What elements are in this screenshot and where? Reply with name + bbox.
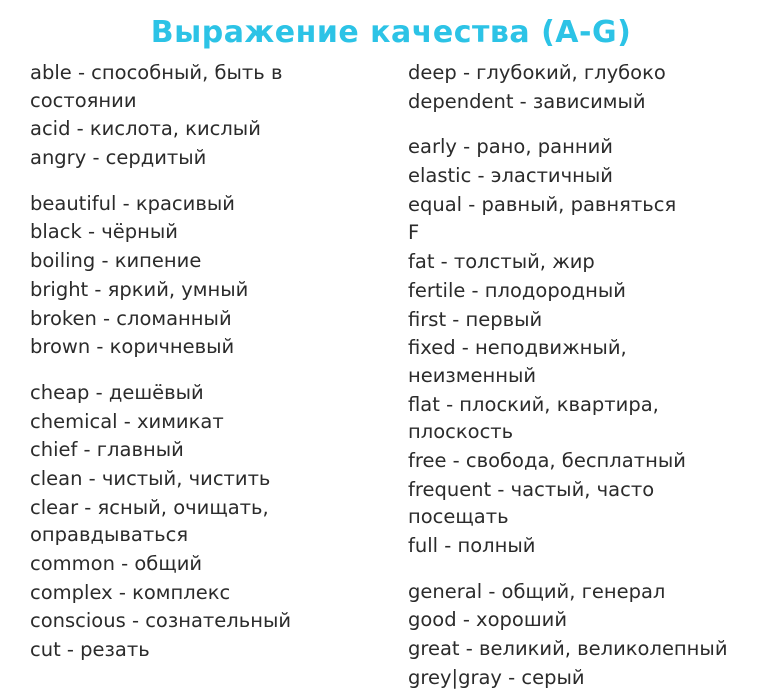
left-column (30, 59, 378, 692)
list-item: able - способный, быть в состоянии (30, 61, 283, 112)
list-item: acid - кислота, кислый (30, 117, 261, 141)
list-item: fertile - плодородный (408, 278, 626, 302)
list-item: conscious - сознательный (30, 609, 292, 633)
list-item: chemical - химикат (30, 409, 224, 433)
list-item: boiling - кипение (30, 249, 202, 273)
word-group (30, 59, 378, 172)
list-item: first - первый (408, 307, 543, 331)
word-group (30, 190, 378, 361)
list-item: angry - сердитый (30, 146, 207, 170)
list-item: broken - сломанный (30, 306, 232, 330)
word-group (408, 59, 756, 115)
page-title: Выражение качества (A-G) (150, 15, 632, 50)
list-item: chief - главный (30, 438, 184, 462)
list-item: fat - толстый, жир (408, 250, 595, 274)
list-item: common - общий (30, 552, 203, 575)
list-item: elastic - эластичный (408, 164, 613, 188)
group-spacer (30, 173, 378, 190)
list-item: beautiful - красивый (30, 191, 235, 215)
list-item: grey|gray - серый (408, 665, 585, 689)
word-group (408, 133, 756, 559)
list-item: dependent - зависимый (408, 89, 646, 113)
list-item: free - свобода, бесплатный (408, 448, 686, 472)
list-item: flat - плоский, квартира, плоскость (408, 392, 659, 444)
list-item: F (408, 221, 420, 245)
list-item: clear - ясный, очищать, оправдываться (30, 495, 269, 547)
list-item: brown - коричневый (30, 335, 235, 359)
list-item: general - общий, генерал (408, 579, 666, 603)
list-item: clean - чистый, чистить (30, 466, 271, 490)
group-spacer (408, 561, 756, 578)
list-item: bright - яркий, умный (30, 277, 249, 301)
list-item: good - хороший (408, 608, 568, 632)
word-group (30, 379, 378, 664)
list-item: deep - глубокий, глубоко (408, 61, 666, 84)
word-list-columns (0, 59, 782, 692)
right-column (408, 59, 756, 692)
list-item: early - рано, ранний (408, 135, 613, 159)
list-item: fixed - неподвижный, неизменный (408, 336, 627, 387)
list-item: black - чёрный (30, 220, 178, 244)
group-spacer (408, 116, 756, 133)
word-group (408, 578, 756, 692)
list-item: cut - резать (30, 638, 150, 662)
list-item: cheap - дешёвый (30, 380, 204, 404)
list-item: frequent - частый, часто посещать (408, 477, 655, 529)
list-item: complex - комплекс (30, 580, 231, 604)
list-item: full - полный (408, 534, 536, 557)
list-item: great - великий, великолепный (408, 637, 728, 661)
group-spacer (30, 362, 378, 379)
list-item: equal - равный, равняться (408, 192, 677, 216)
